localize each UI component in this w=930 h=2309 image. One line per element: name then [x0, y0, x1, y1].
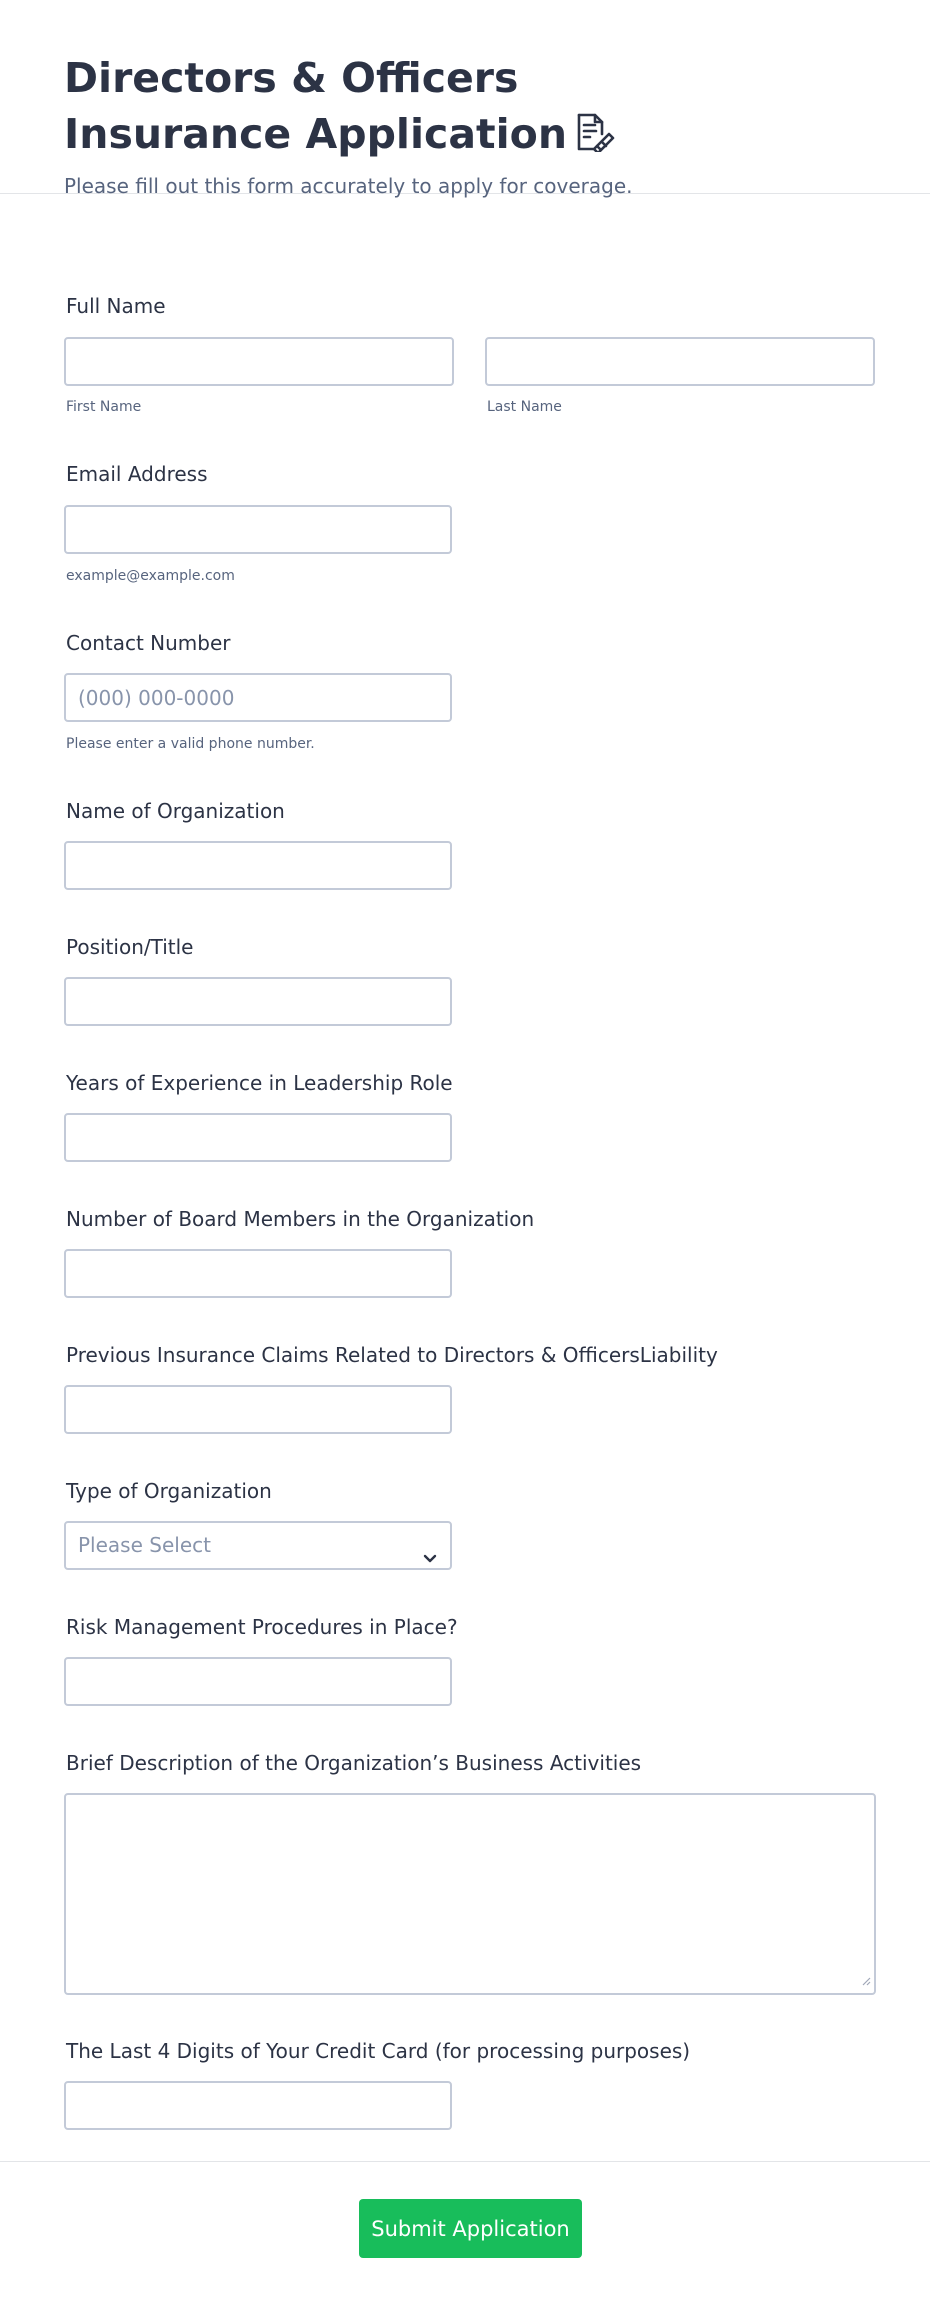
claims-input[interactable] — [64, 1385, 452, 1434]
experience-label: Years of Experience in Leadership Role — [66, 1071, 453, 1095]
footer-divider — [0, 2161, 930, 2162]
position-input[interactable] — [64, 977, 452, 1026]
last-name-input[interactable] — [485, 337, 875, 386]
description-group — [64, 1751, 641, 1775]
credit-card-input[interactable] — [64, 2081, 452, 2130]
last-name-sublabel: Last Name — [487, 399, 562, 415]
first-name-input[interactable] — [64, 337, 454, 386]
board-members-label: Number of Board Members in the Organization — [66, 1207, 535, 1231]
full-name-group — [64, 294, 166, 318]
description-textarea[interactable] — [64, 1793, 876, 1995]
org-type-label: Type of Organization — [66, 1479, 272, 1503]
resize-grip-icon[interactable] — [861, 1971, 871, 1990]
org-type-group — [64, 1479, 272, 1503]
full-name-label: Full Name — [66, 294, 166, 318]
organization-label: Name of Organization — [66, 799, 285, 823]
email-label: Email Address — [66, 462, 208, 486]
contact-group — [64, 631, 231, 655]
org-type-select[interactable] — [64, 1521, 452, 1570]
page-title-text: Directors & Officers Insurance Application — [64, 54, 568, 158]
experience-group — [64, 1071, 453, 1095]
position-group — [64, 935, 193, 959]
organization-input[interactable] — [64, 841, 452, 890]
first-name-sublabel: First Name — [66, 399, 142, 415]
email-group — [64, 462, 208, 486]
phone-input[interactable] — [64, 673, 452, 722]
experience-input[interactable] — [64, 1113, 452, 1162]
organization-group — [64, 799, 285, 823]
position-label: Position/Title — [66, 935, 194, 959]
submit-button[interactable]: Submit Application — [359, 2199, 582, 2258]
risk-group — [64, 1615, 458, 1639]
risk-label: Risk Management Procedures in Place? — [66, 1615, 458, 1639]
chevron-down-icon — [422, 1537, 438, 1582]
board-members-input[interactable] — [64, 1249, 452, 1298]
org-type-selected: Please Select — [78, 1533, 211, 1557]
claims-label: Previous Insurance Claims Related to Directors & OfficersLiability — [66, 1343, 718, 1367]
phone-sublabel: Please enter a valid phone number. — [66, 736, 315, 752]
credit-card-group — [64, 2039, 690, 2063]
form-header — [0, 0, 930, 198]
description-label: Brief Description of the Organization’s Business Activities — [66, 1751, 642, 1775]
contact-label: Contact Number — [66, 631, 231, 655]
risk-input[interactable] — [64, 1657, 452, 1706]
claims-group — [64, 1343, 718, 1367]
document-pen-icon — [575, 110, 615, 166]
page-title — [64, 50, 704, 166]
email-input[interactable] — [64, 505, 452, 554]
board-members-group — [64, 1207, 534, 1231]
page-subtitle: Please fill out this form accurately to apply for coverage. — [64, 174, 633, 198]
credit-card-label: The Last 4 Digits of Your Credit Card (for processing purposes) — [66, 2039, 691, 2063]
email-sublabel: example@example.com — [66, 568, 235, 584]
